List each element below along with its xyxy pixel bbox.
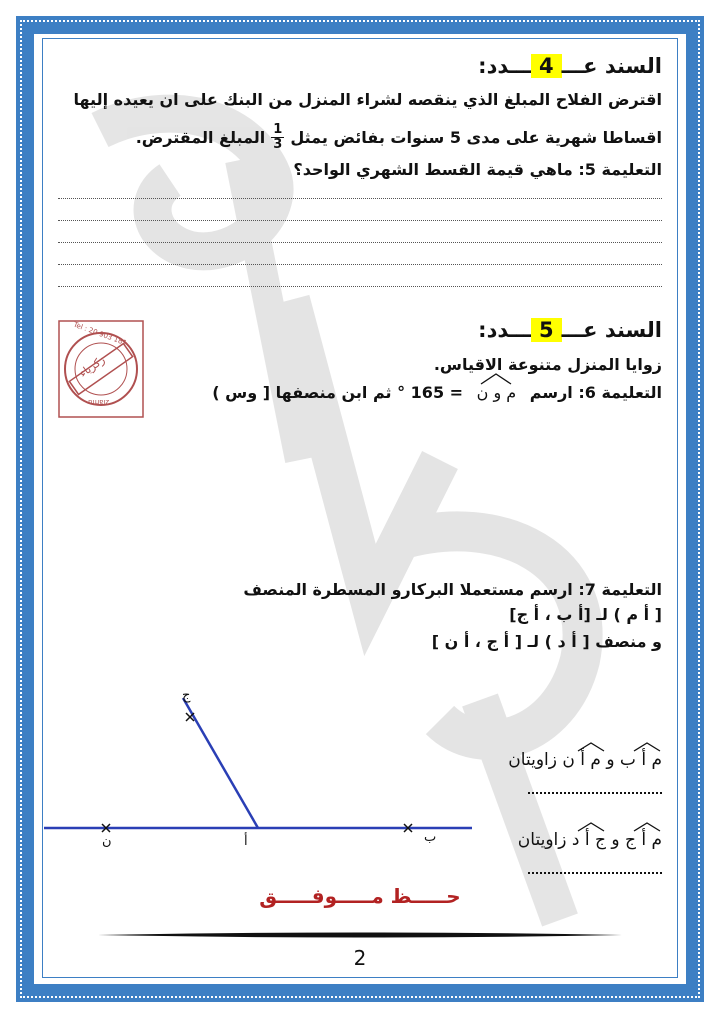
sanad-4-line-1: اقترض الفلاح المبلغ الذي ينقصه لشراء المنزل من البنك على ان يعيده إليها: [73, 90, 662, 109]
answer-line-angles-2[interactable]: [528, 872, 662, 874]
angle-mwn: م و ن: [477, 383, 517, 402]
sanad-4-heading: السند عـــ4ـــدد:: [478, 54, 662, 78]
ray-a-j: [183, 698, 258, 828]
geometry-figure: [40, 680, 480, 860]
sanad-5-line-1: زوايا المنزل متنوعة الاقياس.: [433, 355, 662, 374]
fraction-one-third: 1 3: [273, 122, 283, 152]
label-point-b: ب: [424, 830, 437, 845]
stamp-sub: ziamu: [88, 398, 110, 406]
answer-line: [58, 242, 662, 243]
sanad-4-line-2: اقساطا شهرية على مدى 5 سنوات بفائض يمثل 1 3 المبلغ المقترض.: [135, 122, 662, 152]
stamp-tel: Tel : 20 903 181: [72, 320, 128, 348]
instruction-7-line-1: التعليمة 7: ارسم مستعملا البركارو المسطرة المنصف: [243, 580, 662, 599]
instruction-6: التعليمة 6: ارسم م و ن = 165 ° ثم ابن منصفها [ وس ): [212, 383, 662, 402]
angles-pair-1: م أ ب و م أ ن زاويتان: [508, 750, 662, 770]
angle-hat-icon: [479, 373, 513, 385]
label-point-a: أ: [244, 834, 248, 849]
instruction-5: التعليمة 5: ماهي قيمة القسط الشهري الواحد؟: [293, 160, 662, 179]
label-point-j: ج: [182, 688, 191, 703]
stamp-name: زكرياء: [76, 353, 108, 380]
answer-line-angles-1[interactable]: [528, 792, 662, 794]
instruction-7-line-2: [ أ م ) لـ [أ ب ، أ ج]: [509, 605, 662, 624]
label-point-n: ن: [102, 834, 112, 849]
sanad-5-number: 5: [531, 318, 562, 342]
answer-line: [58, 198, 662, 199]
good-luck-text: حـــــظ مـــــوفـــــق: [259, 884, 461, 908]
answer-line: [58, 286, 662, 287]
answer-line: [58, 264, 662, 265]
footer-divider: [98, 930, 622, 940]
angles-pair-2: م أ ج و ج أ د زاويتان: [517, 830, 662, 850]
instruction-7-line-3: و منصف [ أ د ) لـ [ أ ج ، أ ن ]: [431, 632, 662, 651]
sanad-4-number: 4: [531, 54, 562, 78]
page-number: 2: [353, 946, 367, 970]
answer-line: [58, 220, 662, 221]
sanad-5-heading: السند عـــ5ـــدد:: [478, 318, 662, 342]
